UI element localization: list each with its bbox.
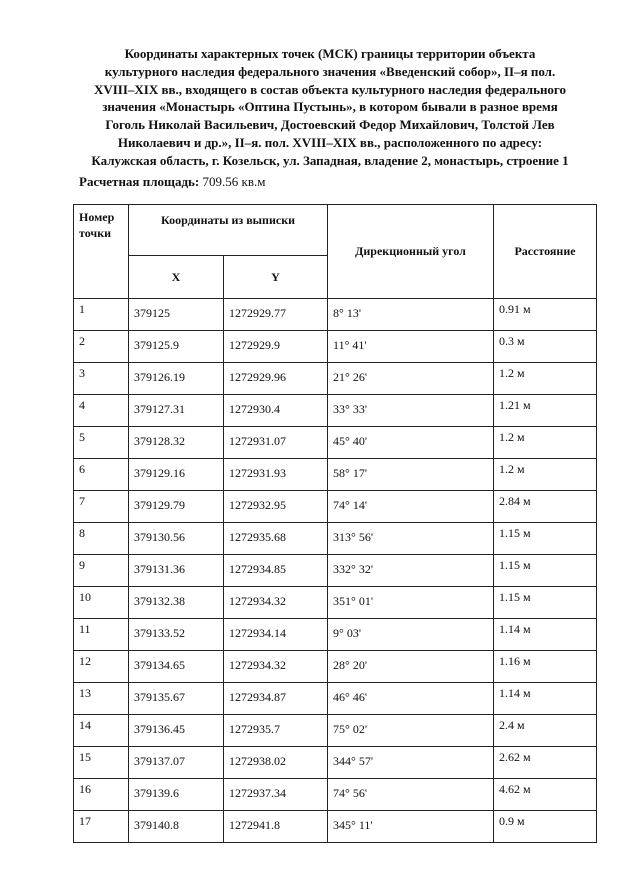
table-row — [74, 619, 597, 651]
x-coordinate-cell: 379127.31 — [129, 395, 224, 427]
point-number-cell: 4 — [74, 395, 129, 427]
x-coordinate-cell: 379130.56 — [129, 523, 224, 555]
x-coordinate-cell: 379140.8 — [129, 811, 224, 843]
table-row — [74, 747, 597, 779]
header-distance: Расстояние — [494, 205, 597, 299]
direction-angle-cell: 74° 14' — [328, 491, 494, 523]
y-coordinate-cell: 1272932.95 — [224, 491, 328, 523]
y-coordinate-cell: 1272929.96 — [224, 363, 328, 395]
title-line: Николаевич и др.», II–я. пол. XVIII–XIX вв., расположенного по адресу: — [117, 134, 543, 150]
point-number-cell: 12 — [74, 651, 129, 683]
point-number-cell: 16 — [74, 779, 129, 811]
direction-angle-cell: 11° 41' — [328, 331, 494, 363]
x-coordinate-cell: 379135.67 — [129, 683, 224, 715]
distance-cell: 1.2 м — [494, 427, 597, 459]
header-coordinates: Координаты из выписки — [129, 205, 328, 256]
direction-angle-cell: 33° 33' — [328, 395, 494, 427]
point-number-cell: 3 — [74, 363, 129, 395]
y-coordinate-cell: 1272937.34 — [224, 779, 328, 811]
y-coordinate-cell: 1272931.93 — [224, 459, 328, 491]
x-coordinate-cell: 379126.19 — [129, 363, 224, 395]
point-number-cell: 8 — [74, 523, 129, 555]
point-number-cell: 15 — [74, 747, 129, 779]
direction-angle-cell: 345° 11' — [328, 811, 494, 843]
title-line: XVIII–XIX вв., входящего в состав объекта культурного наследия федерального — [93, 81, 567, 97]
title-line: Калужская область, г. Козельск, ул. Западная, владение 2, монастырь, строение 1 — [91, 152, 569, 168]
x-coordinate-cell: 379133.52 — [129, 619, 224, 651]
x-coordinate-cell: 379128.32 — [129, 427, 224, 459]
area-label: Расчетная площадь: — [79, 174, 200, 189]
direction-angle-cell: 46° 46' — [328, 683, 494, 715]
direction-angle-cell: 58° 17' — [328, 459, 494, 491]
point-number-cell: 10 — [74, 587, 129, 619]
point-number-cell: 2 — [74, 331, 129, 363]
y-coordinate-cell: 1272934.32 — [224, 587, 328, 619]
point-number-cell: 7 — [74, 491, 129, 523]
x-coordinate-cell: 379132.38 — [129, 587, 224, 619]
table-row — [74, 811, 597, 843]
point-number-cell: 14 — [74, 715, 129, 747]
distance-cell: 1.15 м — [494, 555, 597, 587]
direction-angle-cell: 28° 20' — [328, 651, 494, 683]
table-row — [74, 363, 597, 395]
x-coordinate-cell: 379129.16 — [129, 459, 224, 491]
title-line: культурного наследия федерального значения «Введенский собор», II–я пол. — [104, 63, 556, 79]
distance-cell: 2.84 м — [494, 491, 597, 523]
table-row — [74, 491, 597, 523]
x-coordinate-cell: 379125 — [129, 299, 224, 331]
header-direction-angle: Дирекционный угол — [328, 205, 494, 299]
x-coordinate-cell: 379125.9 — [129, 331, 224, 363]
y-coordinate-cell: 1272930.4 — [224, 395, 328, 427]
point-number-cell: 6 — [74, 459, 129, 491]
table-row — [74, 715, 597, 747]
x-coordinate-cell: 379134.65 — [129, 651, 224, 683]
direction-angle-cell: 21° 26' — [328, 363, 494, 395]
x-coordinate-cell: 379136.45 — [129, 715, 224, 747]
distance-cell: 0.91 м — [494, 299, 597, 331]
direction-angle-cell: 332° 32' — [328, 555, 494, 587]
x-coordinate-cell: 379137.07 — [129, 747, 224, 779]
y-coordinate-cell: 1272934.32 — [224, 651, 328, 683]
header-y: Y — [224, 256, 328, 299]
point-number-cell: 5 — [74, 427, 129, 459]
distance-cell: 0.9 м — [494, 811, 597, 843]
distance-cell: 1.2 м — [494, 459, 597, 491]
area-value: 709.56 кв.м — [202, 174, 266, 189]
y-coordinate-cell: 1272929.77 — [224, 299, 328, 331]
distance-cell: 1.15 м — [494, 587, 597, 619]
title-line: значения «Монастырь «Оптина Пустынь», в котором бывали в разное время — [102, 99, 558, 115]
coordinates-table — [73, 204, 597, 843]
table-row — [74, 651, 597, 683]
distance-cell: 1.15 м — [494, 523, 597, 555]
point-number-cell: 9 — [74, 555, 129, 587]
distance-cell: 1.21 м — [494, 395, 597, 427]
direction-angle-cell: 8° 13' — [328, 299, 494, 331]
distance-cell: 4.62 м — [494, 779, 597, 811]
y-coordinate-cell: 1272935.68 — [224, 523, 328, 555]
y-coordinate-cell: 1272935.7 — [224, 715, 328, 747]
document-title — [60, 45, 600, 170]
y-coordinate-cell: 1272929.9 — [224, 331, 328, 363]
header-point-number: Номер точки — [74, 205, 129, 299]
distance-cell: 2.4 м — [494, 715, 597, 747]
direction-angle-cell: 74° 56' — [328, 779, 494, 811]
direction-angle-cell: 351° 01' — [328, 587, 494, 619]
calculated-area — [79, 174, 265, 190]
x-coordinate-cell: 379129.79 — [129, 491, 224, 523]
table-row — [74, 427, 597, 459]
table-row — [74, 779, 597, 811]
title-line: Координаты характерных точек (МСК) границы территории объекта — [124, 46, 536, 61]
direction-angle-cell: 45° 40' — [328, 427, 494, 459]
x-coordinate-cell: 379139.6 — [129, 779, 224, 811]
y-coordinate-cell: 1272941.8 — [224, 811, 328, 843]
title-line: Гоголь Николай Васильевич, Достоевский Федор Михайлович, Толстой Лев — [105, 117, 555, 133]
y-coordinate-cell: 1272934.87 — [224, 683, 328, 715]
distance-cell: 1.14 м — [494, 619, 597, 651]
distance-cell: 1.2 м — [494, 363, 597, 395]
y-coordinate-cell: 1272934.14 — [224, 619, 328, 651]
table-row — [74, 523, 597, 555]
table-row — [74, 587, 597, 619]
table-row — [74, 331, 597, 363]
point-number-cell: 1 — [74, 299, 129, 331]
table-row — [74, 395, 597, 427]
distance-cell: 1.16 м — [494, 651, 597, 683]
table-row — [74, 459, 597, 491]
header-x: X — [129, 256, 224, 299]
direction-angle-cell: 9° 03' — [328, 619, 494, 651]
table-row — [74, 299, 597, 331]
distance-cell: 2.62 м — [494, 747, 597, 779]
point-number-cell: 11 — [74, 619, 129, 651]
distance-cell: 1.14 м — [494, 683, 597, 715]
direction-angle-cell: 75° 02' — [328, 715, 494, 747]
y-coordinate-cell: 1272934.85 — [224, 555, 328, 587]
table-row — [74, 555, 597, 587]
y-coordinate-cell: 1272938.02 — [224, 747, 328, 779]
distance-cell: 0.3 м — [494, 331, 597, 363]
direction-angle-cell: 344° 57' — [328, 747, 494, 779]
table-row — [74, 683, 597, 715]
x-coordinate-cell: 379131.36 — [129, 555, 224, 587]
point-number-cell: 13 — [74, 683, 129, 715]
table-body — [74, 299, 597, 843]
direction-angle-cell: 313° 56' — [328, 523, 494, 555]
y-coordinate-cell: 1272931.07 — [224, 427, 328, 459]
point-number-cell: 17 — [74, 811, 129, 843]
